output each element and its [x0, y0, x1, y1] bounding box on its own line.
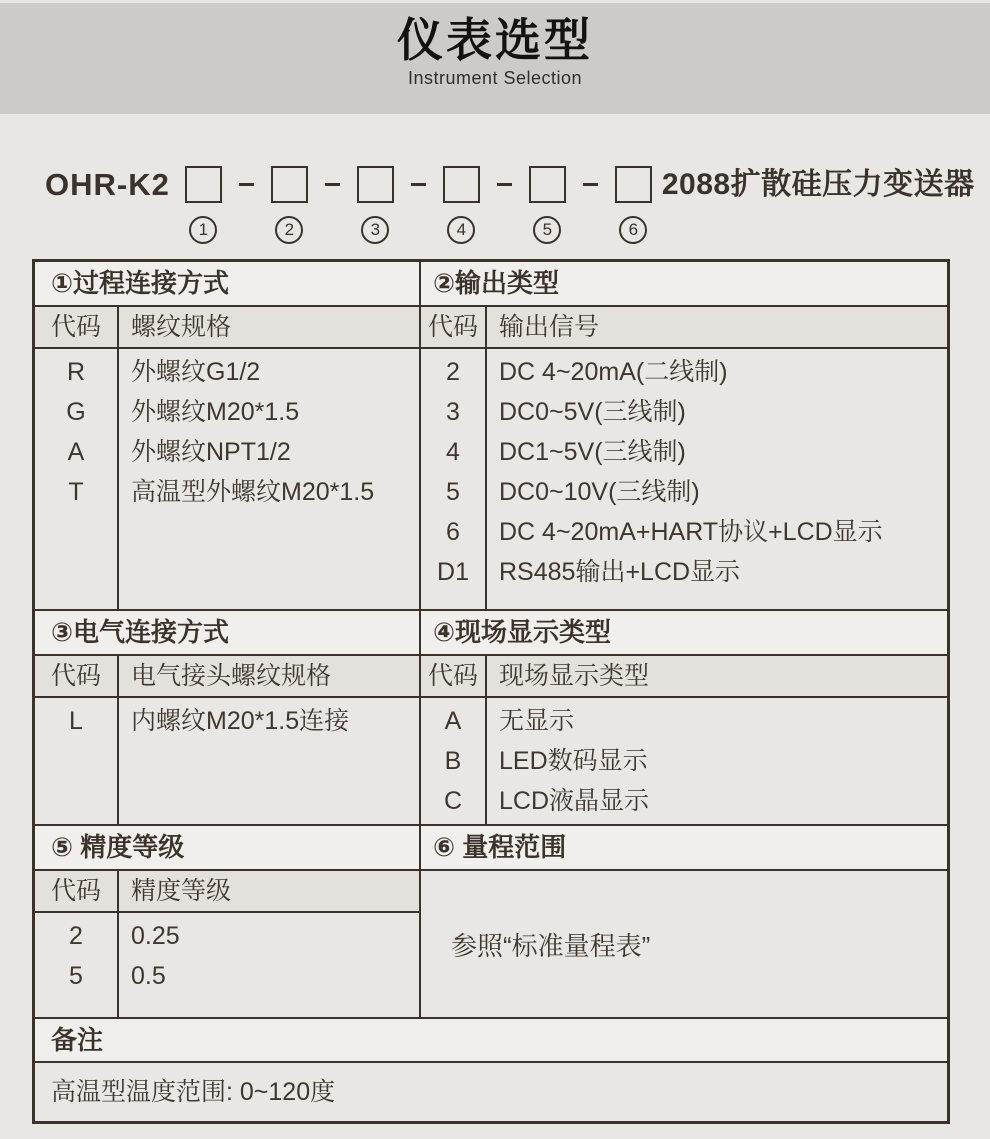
section-rows [421, 349, 947, 609]
desc-value: 内螺纹M20*1.5连接 [131, 707, 350, 735]
code-value: 2 [446, 358, 460, 386]
model-slot-6 [615, 166, 652, 244]
code-value: C [443, 787, 463, 815]
section-accuracy-class [35, 826, 421, 1017]
remark-content: 高温型温度范围: 0~120度 [51, 1078, 336, 1106]
section-rows [35, 349, 419, 609]
code-value: 4 [446, 438, 460, 466]
code-value: 6 [446, 518, 460, 546]
model-prefix: OHR-K2 [45, 167, 170, 202]
section-rows [421, 698, 947, 824]
column-headers [35, 656, 419, 698]
column-header-desc: 精度等级 [131, 877, 232, 905]
section-electrical-connection [35, 611, 421, 824]
column-header-code: 代码 [35, 656, 119, 696]
selection-table [32, 259, 950, 1124]
model-box-4 [443, 166, 480, 203]
position-number-4: 4 [447, 216, 475, 244]
column-headers [35, 307, 419, 349]
code-value: R [66, 358, 86, 386]
desc-value: DC1~5V(三线制) [499, 438, 686, 466]
model-box-2 [271, 166, 308, 203]
code-value: D1 [437, 558, 469, 586]
column-headers [35, 871, 419, 913]
position-number-2: 2 [275, 216, 303, 244]
model-slot-4 [443, 166, 480, 244]
range-note: 参照“标准量程表” [451, 930, 651, 961]
column-header-desc: 电气接头螺纹规格 [131, 662, 332, 690]
code-value: 3 [446, 398, 460, 426]
column-header-code: 代码 [421, 307, 487, 347]
remark-title: 备注 [35, 1019, 947, 1063]
desc-value: 高温型外螺纹M20*1.5 [131, 478, 375, 506]
model-suffix: 2088扩散硅压力变送器 [661, 168, 975, 201]
dash-separator [411, 183, 426, 186]
section-measuring-range [421, 826, 947, 1017]
code-value: 5 [446, 478, 460, 506]
code-value: A [444, 707, 462, 735]
position-number-6: 6 [619, 216, 647, 244]
model-box-5 [529, 166, 566, 203]
column-headers [421, 307, 947, 349]
model-code-diagram [45, 166, 990, 244]
page-header [0, 3, 990, 114]
model-box-6 [615, 166, 652, 203]
position-number-5: 5 [533, 216, 561, 244]
desc-value: LED数码显示 [499, 747, 648, 775]
model-box-3 [357, 166, 394, 203]
section-rows [35, 913, 419, 1017]
position-number-1: 1 [189, 216, 217, 244]
page-title: 仪表选型 [397, 14, 593, 66]
desc-value: DC 4~20mA+HART协议+LCD显示 [499, 518, 883, 546]
desc-value: 0.5 [131, 962, 166, 990]
dash-separator [325, 183, 340, 186]
model-slot-2 [271, 166, 308, 244]
column-header-desc: 现场显示类型 [499, 662, 650, 690]
desc-value: DC0~10V(三线制) [499, 478, 700, 506]
code-value: A [67, 438, 85, 466]
dash-separator [583, 183, 598, 186]
section-display-type [421, 611, 947, 824]
column-header-code: 代码 [35, 871, 119, 911]
code-value: 2 [69, 922, 83, 950]
desc-value: DC 4~20mA(二线制) [499, 358, 728, 386]
desc-value: 外螺纹G1/2 [131, 358, 261, 386]
table-section-pair-2 [35, 611, 947, 826]
column-header-desc: 输出信号 [499, 313, 600, 341]
section-process-connection [35, 262, 421, 609]
desc-value: 外螺纹NPT1/2 [131, 438, 291, 466]
dash-separator [239, 183, 254, 186]
column-header-code: 代码 [35, 307, 119, 347]
desc-value: LCD液晶显示 [499, 787, 650, 815]
desc-value: DC0~5V(三线制) [499, 398, 686, 426]
section-title: ②输出类型 [421, 262, 947, 307]
table-section-pair-1 [35, 262, 947, 611]
column-headers [421, 656, 947, 698]
desc-value: 外螺纹M20*1.5 [131, 398, 300, 426]
model-box-1 [185, 166, 222, 203]
table-section-pair-3 [35, 826, 947, 1019]
code-value: B [444, 747, 462, 775]
code-value: L [69, 707, 83, 735]
column-header-desc: 螺纹规格 [131, 313, 232, 341]
section-title: ①过程连接方式 [35, 262, 419, 307]
desc-value: RS485输出+LCD显示 [499, 558, 741, 586]
model-slot-1 [185, 166, 222, 244]
section-title: ③电气连接方式 [35, 611, 419, 656]
code-value: G [66, 398, 86, 426]
code-value: 5 [69, 962, 83, 990]
section-output-type [421, 262, 947, 609]
desc-value: 0.25 [131, 922, 180, 950]
section-title: ⑥ 量程范围 [421, 826, 947, 871]
desc-value: 无显示 [499, 707, 575, 735]
model-slot-3 [357, 166, 394, 244]
page-subtitle: Instrument Selection [407, 68, 583, 88]
model-slot-5 [529, 166, 566, 244]
section-title: ⑤ 精度等级 [35, 826, 419, 871]
code-value: T [68, 478, 84, 506]
section-rows [35, 698, 419, 824]
dash-separator [497, 183, 512, 186]
position-number-3: 3 [361, 216, 389, 244]
section-title: ④现场显示类型 [421, 611, 947, 656]
column-header-code: 代码 [421, 656, 487, 696]
